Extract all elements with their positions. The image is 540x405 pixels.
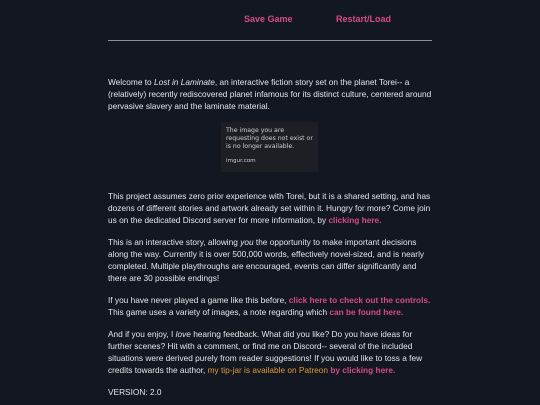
story-title: Lost in Laminate (153, 77, 215, 87)
restart-load-link[interactable]: Restart/Load (336, 14, 392, 24)
imgur-brand: imgur.com (226, 158, 256, 164)
top-menu (0, 14, 540, 28)
intro-paragraph (108, 76, 433, 112)
patreon-link[interactable]: my tip-jar is available on Patreon (207, 365, 328, 375)
story-info-emphasis: you (240, 237, 254, 247)
controls-text: If you have never played a game like this before, (108, 295, 289, 305)
story-info-text-rest: the opportunity to make important decisions along the way. Currently it is over 500,000 words, effectively novel-sized, and is nearly completed. Multiple playthroughs are encouraged, events can differ significantly and there are 30 possible endings! (108, 237, 425, 283)
feedback-paragraph (108, 328, 433, 376)
images-note-text: This game uses a variety of images, a note regarding which (108, 307, 330, 317)
discord-link[interactable]: clicking here. (328, 215, 382, 225)
controls-paragraph (108, 294, 433, 318)
story-info-paragraph (108, 236, 433, 284)
header-divider (108, 40, 432, 41)
controls-link[interactable]: click here to check out the controls. (288, 295, 431, 305)
patreon-click-link[interactable]: by clicking here. (330, 365, 396, 375)
missing-image-placeholder (221, 122, 318, 172)
images-note-link[interactable]: can be found here. (329, 307, 404, 317)
feedback-text-rest: hearing feedback. What did you like? Do you have ideas for further scenes? Hit with a comment, or find me on Discord-- several of the included situations were derived purely from reader suggestions! If you would like to toss a few credits towards the author, (108, 329, 423, 375)
save-game-link[interactable]: Save Game (244, 14, 293, 24)
discord-paragraph (108, 190, 433, 226)
missing-image-message: The image you are requesting does not exist or is no longer available. (226, 127, 313, 150)
intro-text-rest: , an interactive fiction story set on the planet Torei-- a (relatively) recently rediscovered planet infamous for its distinct culture, centered around pervasive slavery and the laminate material. (108, 77, 432, 111)
intro-text: Welcome to (108, 77, 154, 87)
story-passage (108, 76, 433, 398)
story-info-text: This is an interactive story, allowing (108, 237, 241, 247)
version-label: VERSION: 2.0 (108, 387, 162, 397)
feedback-emphasis: love (175, 329, 191, 339)
feedback-text: And if you enjoy, I (108, 329, 176, 339)
discord-text: This project assumes zero prior experience with Torei, but it is a shared setting, and has dozens of different stories and artwork already set within it. Hungry for more? Come join us on the dedicated Discord server for more information, by (108, 191, 431, 225)
